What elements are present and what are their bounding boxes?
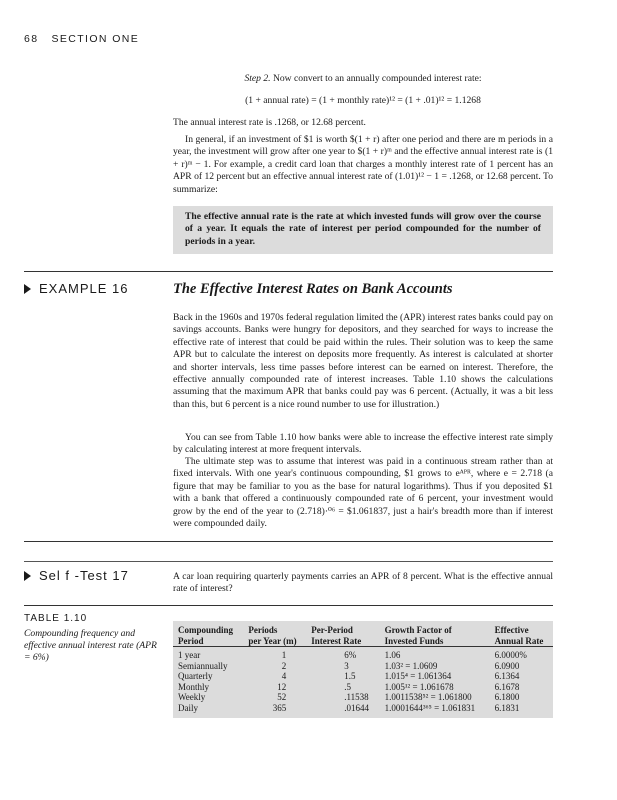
col-effective-rate: Effective Annual Rate (490, 621, 553, 647)
col-growth-factor: Growth Factor of Invested Funds (380, 621, 490, 647)
table-row: 1 year 1 6% 1.06 6.0000% (178, 650, 527, 660)
triangle-icon (24, 571, 31, 581)
example-title: The Effective Interest Rates on Bank Accounts (173, 281, 453, 297)
self-test-text: A car loan requiring quarterly payments carries an APR of 8 percent. What is the effective annual rate of interest? (173, 571, 553, 595)
step-line (173, 73, 553, 85)
example-label: EXAMPLE 16 (24, 281, 129, 296)
table-row: Daily 365 .01644 1.0001644³⁶⁵ = 1.061831 6.1831 (178, 702, 520, 713)
compounding-table (173, 621, 553, 718)
step-label: Step 2. (244, 73, 271, 84)
example-divider (24, 271, 553, 272)
self-test-divider (24, 561, 553, 562)
table-row: Semiannually 2 3 1.03² = 1.0609 6.0900 (178, 660, 520, 671)
running-header (24, 33, 139, 45)
annual-rate-text: The annual interest rate is .1268, or 12.68 percent. (173, 117, 366, 128)
table-divider (24, 605, 553, 606)
self-test-label: Sel f -Test 17 (24, 568, 129, 583)
example-paragraph-2: You can see from Table 1.10 how banks were able to increase the effective interest rate simply by calculating interest at more frequent intervals. (173, 432, 553, 456)
step-equation: (1 + annual rate) = (1 + monthly rate)¹² = (1 + .01)¹² = 1.1268 (245, 95, 481, 106)
step-text: Now convert to an annually compounded interest rate: (270, 73, 482, 84)
table-row: Monthly 12 .5 1.005¹² = 1.061678 6.1678 (178, 681, 520, 692)
example-paragraph-1: Back in the 1960s and 1970s federal regulation limited the (APR) interest rates banks could pay on savings accounts. Banks were hungry for depositors, and they searched for ways to increase the effective rate of interest that could be paid within the rules. Their solution was to keep the same APR but to calculate the interest on deposits more frequently. As interest is calculated at shorter and shorter intervals, less time passes before interest can be earned on interest. Therefore, the effective annually compounded rate of interest increases. Table 1.10 shows the calculations assuming that the maximum APR that banks could pay was 6 percent. (Actually, it was a bit less than this, but 6 percent is a nice round number to use for illustration.) (173, 312, 553, 410)
table-row: Weekly 52 .11538 1.0011538⁵² = 1.061800 6.1800 (178, 692, 520, 702)
summary-box: The effective annual rate is the rate at which invested funds will grow over the course of a year. It equals the rate of interest per period compounded for the number of periods in a year. (173, 206, 553, 254)
table-header-row (173, 621, 553, 647)
example-paragraph-3: The ultimate step was to assume that interest was paid in a continuous stream rather than at fixed intervals. With one year's continuous compounding, $1 grows to eᴬᴾᴿ, where e = 2.718 (a figure that may be familiar to you as the base for natural logarithms). Thus if you deposited $1 with a bank that offered a continuously compounded rate of 6 percent, your investment would grow by the end of the year to (2.718)·⁰⁶ = $1.061837, just a hair's breadth more than if interest were compounded daily. (173, 456, 553, 530)
section-name: SECTION ONE (51, 33, 140, 45)
table-row: Quarterly 4 1.5 1.015⁴ = 1.061364 6.1364 (178, 671, 520, 681)
triangle-icon (24, 284, 31, 294)
page-number: 68 (24, 33, 39, 45)
col-compounding-period: Compounding Period (173, 621, 243, 647)
col-periods-per-year: Periods per Year (m) (243, 621, 306, 647)
table-caption: Compounding frequency and effective annual interest rate (APR = 6%) (24, 628, 157, 663)
col-per-period-rate: Per-Period Interest Rate (306, 621, 379, 647)
table-label: TABLE 1.10 (24, 613, 88, 624)
general-paragraph: In general, if an investment of $1 is worth $(1 + r) after one period and there are m periods in a year, the investment will grow after one year to $(1 + r)ᵐ and the effective annual interest rate is (1 + r)ᵐ − 1. For example, a credit card loan that charges a monthly interest rate of 1 percent has an APR of 12 percent but an effective annual interest rate of (1.01)¹² − 1 = .1268, or 12.68 percent. To summarize: (173, 134, 553, 195)
example-end-divider (24, 541, 553, 542)
